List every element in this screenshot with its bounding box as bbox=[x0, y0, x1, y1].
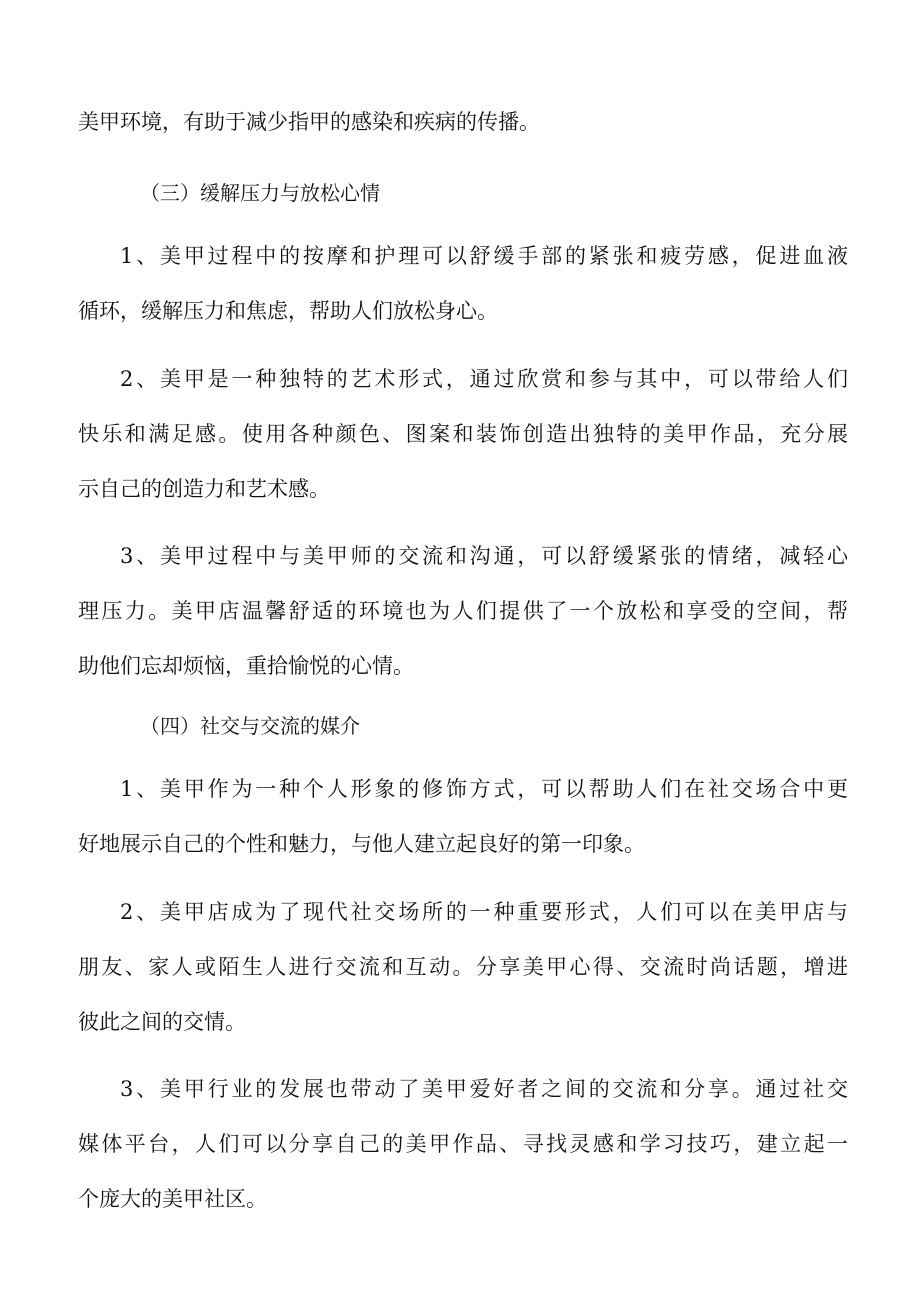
paragraph-line: 1、美甲过程中的按摩和护理可以舒缓手部的紧张和疲劳感，促进血液 bbox=[120, 244, 848, 268]
paragraph-line: 2、美甲是一种独特的艺术形式，通过欣赏和参与其中，可以带给人们 bbox=[120, 367, 848, 391]
section-heading-3: （三）缓解压力与放松心情 bbox=[140, 181, 380, 205]
paragraph-line: 彼此之间的交情。 bbox=[78, 1010, 246, 1034]
section-heading-4: （四）社交与交流的媒介 bbox=[140, 714, 360, 738]
paragraph-line: 3、美甲行业的发展也带动了美甲爱好者之间的交流和分享。通过社交 bbox=[120, 1077, 848, 1101]
paragraph-line: 美甲环境，有助于减少指甲的感染和疾病的传播。 bbox=[78, 110, 540, 134]
paragraph-line: 助他们忘却烦恼，重拾愉悦的心情。 bbox=[78, 654, 414, 678]
paragraph-line: 快乐和满足感。使用各种颜色、图案和装饰创造出独特的美甲作品，充分展 bbox=[78, 422, 848, 446]
paragraph-line: 1、美甲作为一种个人形象的修饰方式，可以帮助人们在社交场合中更 bbox=[120, 777, 848, 801]
paragraph-line: 示自己的创造力和艺术感。 bbox=[78, 477, 330, 501]
paragraph-line: 媒体平台，人们可以分享自己的美甲作品、寻找灵感和学习技巧，建立起一 bbox=[78, 1132, 848, 1156]
paragraph-line: 理压力。美甲店温馨舒适的环境也为人们提供了一个放松和享受的空间，帮 bbox=[78, 599, 848, 623]
paragraph-line: 循环，缓解压力和焦虑，帮助人们放松身心。 bbox=[78, 299, 498, 323]
paragraph-line: 2、美甲店成为了现代社交场所的一种重要形式，人们可以在美甲店与 bbox=[120, 900, 848, 924]
paragraph-line: 朋友、家人或陌生人进行交流和互动。分享美甲心得、交流时尚话题，增进 bbox=[78, 955, 848, 979]
paragraph-line: 3、美甲过程中与美甲师的交流和沟通，可以舒缓紧张的情绪，减轻心 bbox=[120, 544, 848, 568]
paragraph-line: 好地展示自己的个性和魅力，与他人建立起良好的第一印象。 bbox=[78, 832, 645, 856]
paragraph-line: 个庞大的美甲社区。 bbox=[78, 1187, 267, 1211]
